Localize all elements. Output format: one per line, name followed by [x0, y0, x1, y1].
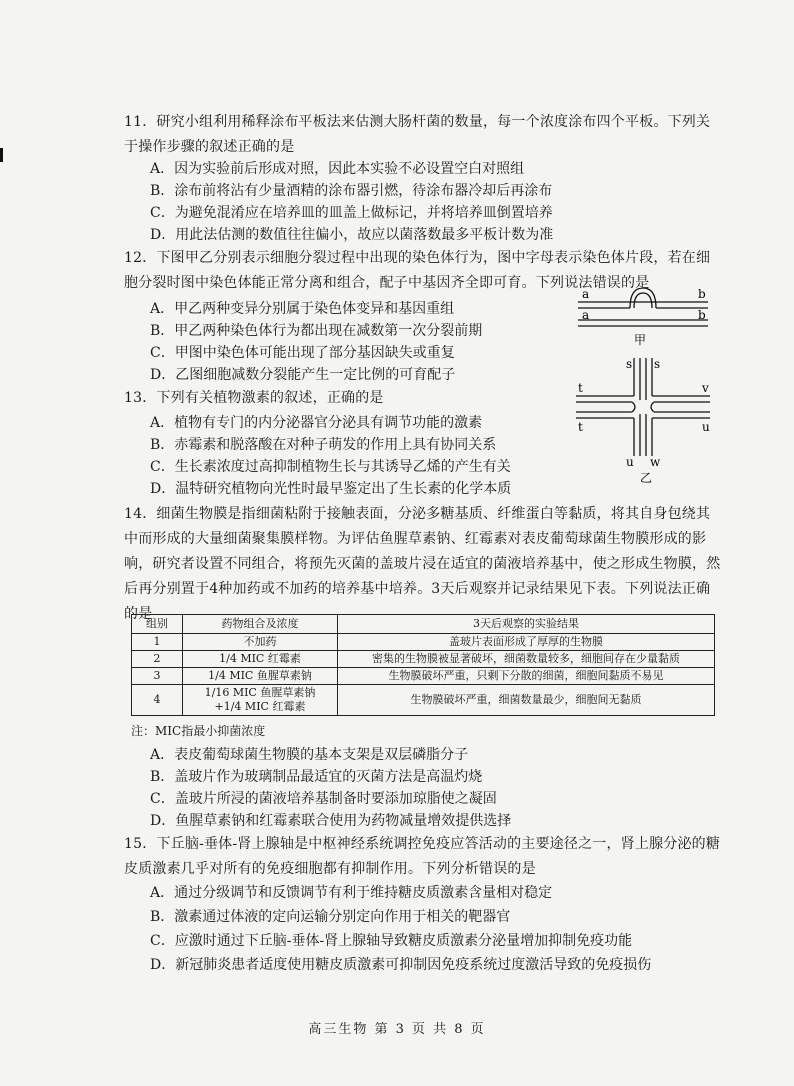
label-v: v [702, 381, 709, 395]
caption-yi: 乙 [640, 471, 653, 485]
figure-jia [578, 288, 708, 326]
q15-option-a: A．通过分级调节和反馈调节有利于维持糖皮质激素含量相对稳定 [150, 885, 553, 901]
table-cell: 1/4 MIC 鱼腥草素钠 [183, 668, 338, 685]
label-b-lower: b [698, 308, 706, 322]
table-note: 注：MIC指最小抑菌浓度 [131, 724, 266, 738]
page-footer: 高三生物 第 3 页 共 8 页 [308, 1022, 486, 1037]
q11-option-b: B．涂布前将沾有少量酒精的涂布器引燃，待涂布器冷却后再涂布 [150, 183, 553, 199]
label-w: w [650, 455, 661, 469]
q13-option-c: C．生长素浓度过高抑制植物生长与其诱导乙烯的产生有关 [150, 459, 511, 475]
q14-stem: 14．细菌生物膜是指细菌粘附于接触表面，分泌多糖基质、纤维蛋白等黏质，将其自身包绕其中而形成的大量细菌聚集膜样物。为评估鱼腥草素钠、红霉素对表皮葡萄球菌生物膜形成的影响，研究者设置不同组合，将预先灭菌的盖玻片浸在适宜的菌液培养基中，使之形成生物膜，然后再分别置于4种加药或不加药的培养基中培养。3天后观察并记录结果见下表。下列说法正确的是 [124, 506, 721, 622]
q15-option-c: C．应激时通过下丘脑-垂体-肾上腺轴导致糖皮质激素分泌量增加抑制免疫功能 [150, 933, 633, 949]
label-u-bottom: u [626, 455, 634, 469]
label-s-right: s [654, 357, 661, 371]
label-u: u [702, 420, 710, 434]
q11-stem: 11．研究小组利用稀释涂布平板法来估测大肠杆菌的数量，每一个浓度涂布四个平板。下列关于操作步骤的叙述正确的是 [124, 114, 711, 155]
label-s: s [626, 357, 633, 371]
table-cell: 盖玻片表面形成了厚厚的生物膜 [338, 634, 715, 651]
table-cell: 1/4 MIC 红霉素 [183, 651, 338, 668]
q11-option-a: A．因为实验前后形成对照，因此本实验不必设置空白对照组 [150, 161, 525, 177]
q12-option-d: D．乙图细胞减数分裂能产生一定比例的可育配子 [150, 367, 456, 383]
q13-option-a: A．植物有专门的内分泌器官分泌具有调节功能的激素 [150, 415, 483, 431]
table-row [132, 651, 715, 668]
q15-option-b: B．激素通过体液的定向运输分别定向作用于相关的靶器官 [150, 909, 511, 925]
q11-option-d: D．用此法估测的数值往往偏小，故应以菌落数最多平板计数为准 [150, 227, 554, 243]
table-row [132, 685, 715, 716]
table-cell: 2 [132, 651, 183, 668]
q13-option-d: D．温特研究植物向光性时最早鉴定出了生长素的化学本质 [150, 481, 512, 497]
q12-option-b: B．甲乙两种染色体行为都出现在减数第一次分裂前期 [150, 323, 483, 339]
table-cell: 密集的生物膜被显著破坏，细菌数量较多，细胞间存在少量黏质 [338, 651, 715, 668]
margin-mark [0, 148, 3, 162]
label-b: b [698, 288, 706, 301]
q12-option-a: A．甲乙两种变异分别属于染色体变异和基因重组 [150, 301, 455, 317]
table-cell: 1 [132, 634, 183, 651]
caption-jia: 甲 [634, 333, 647, 347]
table-cell: 3 [132, 668, 183, 685]
q12-option-c: C．甲图中染色体可能出现了部分基因缺失或重复 [150, 345, 455, 361]
q15-option-d: D．新冠肺炎患者适度使用糖皮质激素可抑制因免疫系统过度激活导致的免疫损伤 [150, 957, 652, 973]
q11-option-c: C．为避免混淆应在培养皿的皿盖上做标记，并将培养皿倒置培养 [150, 205, 553, 221]
q14-option-c: C．盖玻片所浸的菌液培养基制备时要添加琼脂使之凝固 [150, 791, 497, 807]
q12-stem: 12．下图甲乙分别表示细胞分裂过程中出现的染色体行为，图中字母表示染色体片段，若在细胞分裂时图中染色体能正常分离和组合，配子中基因齐全即可育。下列说法错误的是 [124, 250, 711, 291]
table-cell: 4 [132, 685, 183, 716]
table-cell: 生物膜破坏严重，只剩下分散的细菌，细胞间黏质不易见 [338, 668, 715, 685]
q14-option-a: A．表皮葡萄球菌生物膜的基本支架是双层磷脂分子 [150, 747, 469, 763]
label-a: a [582, 288, 590, 301]
table-row [132, 668, 715, 685]
table-header: 组别 [132, 615, 183, 634]
q14-option-b: B．盖玻片作为玻璃制品最适宜的灭菌方法是高温灼烧 [150, 769, 483, 785]
q15-stem: 15．下丘脑-垂体-肾上腺轴是中枢神经系统调控免疫应答活动的主要途径之一，肾上腺分泌的糖皮质激素几乎对所有的免疫细胞都有抑制作用。下列分析错误的是 [124, 836, 721, 877]
table-header-row [132, 615, 715, 634]
table-cell: 1/16 MIC 鱼腥草素钠 +1/4 MIC 红霉素 [183, 685, 338, 716]
q13-option-b: B．赤霉素和脱落酸在对种子萌发的作用上具有协同关系 [150, 437, 497, 453]
experiment-table [131, 614, 715, 716]
q13-stem: 13．下列有关植物激素的叙述，正确的是 [124, 390, 384, 406]
table-row [132, 634, 715, 651]
table-header: 药物组合及浓度 [183, 615, 338, 634]
label-t: t [578, 381, 583, 395]
table-cell: 生物膜破坏严重，细菌数量最少，细胞间无黏质 [338, 685, 715, 716]
table-cell: 不加药 [183, 634, 338, 651]
label-t-lower: t [578, 420, 583, 434]
q14-option-d: D．鱼腥草素钠和红霉素联合使用为药物减量增效提供选择 [150, 813, 512, 829]
label-a-lower: a [582, 308, 590, 322]
table-header: 3天后观察的实验结果 [338, 615, 715, 634]
